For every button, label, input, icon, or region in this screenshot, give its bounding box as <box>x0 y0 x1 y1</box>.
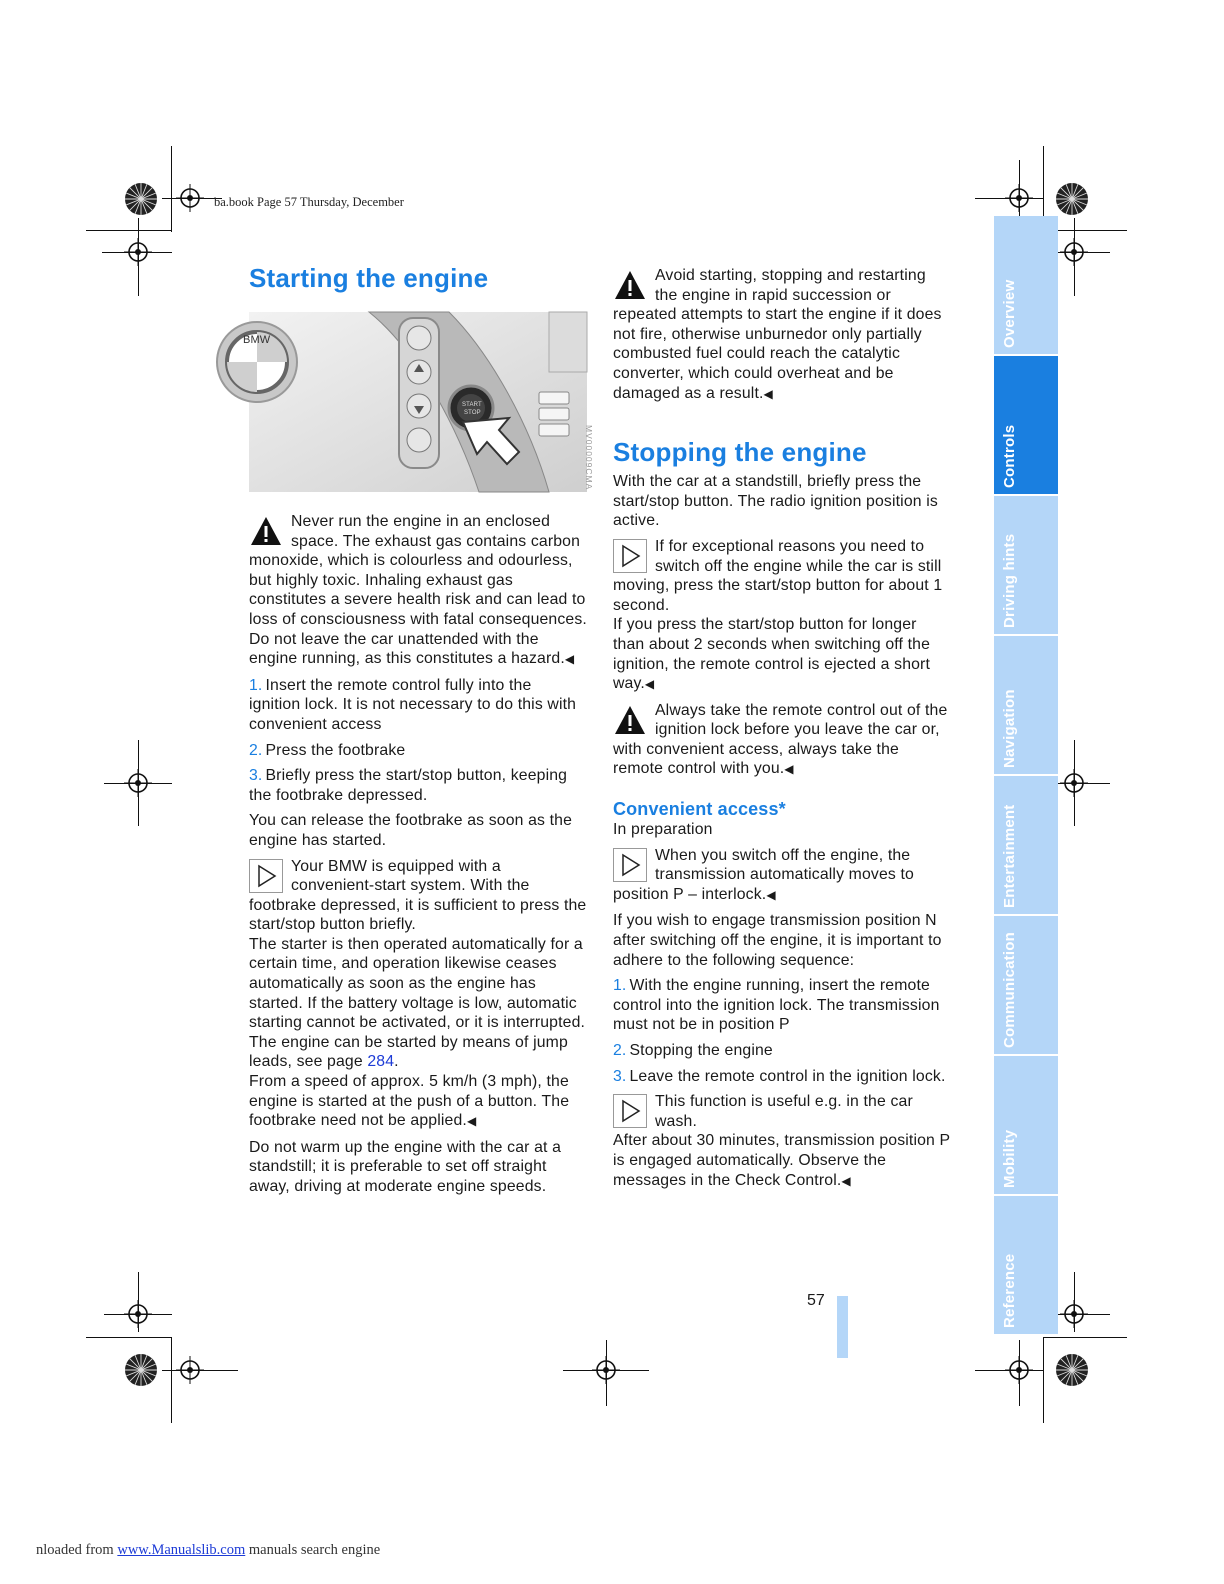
note-text: When you switch off the engine, the transmission automatically moves to position P – interlock. <box>613 846 914 903</box>
page-title: Starting the engine <box>249 263 489 293</box>
print-header: ba.book Page 57 Thursday, December <box>214 195 404 209</box>
note-play-icon <box>613 1094 647 1128</box>
tab-label: Driving hints <box>1001 533 1018 628</box>
registration-target-icon <box>1005 184 1033 212</box>
download-footer <box>36 1542 380 1559</box>
note-text: This function is useful e.g. in the car wash. <box>655 1093 913 1130</box>
release-footbrake-text: You can release the footbrake as soon as the engine has started. <box>249 812 573 849</box>
warning-triangle-icon <box>613 268 647 302</box>
step-number: 2. <box>249 741 263 759</box>
stop-text: With the car at a standstill, briefly press the start/stop button. The radio ignition position is active. <box>613 473 938 530</box>
tab-label: Reference <box>1001 1253 1018 1328</box>
step-number: 1. <box>613 977 627 995</box>
tab-label: Entertainment <box>1001 804 1018 908</box>
warning-triangle-icon <box>613 703 647 737</box>
warning-triangle-icon <box>249 514 283 548</box>
note-play-icon <box>613 539 647 573</box>
tab-navigation[interactable] <box>994 636 1058 776</box>
registration-target-icon <box>592 1356 620 1384</box>
note-car-wash <box>613 1092 951 1191</box>
tab-label: Navigation <box>1001 689 1018 768</box>
list-item <box>249 676 587 735</box>
registration-target-icon <box>1060 1300 1088 1328</box>
bmw-badge-letters: BMW <box>243 334 271 346</box>
warning-text-2: Do not leave the car unattended with the engine running, as this constitutes a hazard. <box>249 630 565 668</box>
prep-label: In preparation <box>613 821 713 839</box>
tab-controls[interactable] <box>994 356 1058 496</box>
start-stop-button-figure <box>243 312 587 492</box>
warning-remote-control <box>613 701 951 780</box>
warning-text: Always take the remote control out of the ignition lock before you leave the car or, with convenient access, always take the remote control with you. <box>613 701 948 778</box>
page-number-bar <box>837 1296 848 1358</box>
note-text: The starter is then operated automatically for a certain time, and operation likewise ceases automatically as soon as the engine has started. If the battery voltage is low, automatic starting cannot be activated, or it is interrupted. The engine can be started by means of jump leads, see page <box>249 935 586 1071</box>
note-text: If for exceptional reasons you need to switch off the engine while the car is still moving, press the start/stop button for about 1 second. <box>613 537 943 614</box>
step-number: 2. <box>613 1042 627 1059</box>
step-number: 1. <box>249 676 263 694</box>
note-play-icon <box>613 848 647 882</box>
end-mark: ◀ <box>784 762 794 777</box>
registration-target-icon <box>176 184 204 212</box>
crop-mark <box>86 230 172 231</box>
warning-enclosed-space <box>249 512 587 670</box>
note-transmission-interlock <box>613 846 951 906</box>
tab-label: Mobility <box>1001 1129 1018 1188</box>
page-number: 57 <box>807 1292 825 1309</box>
tab-label: Overview <box>1001 279 1018 348</box>
step-number: 3. <box>249 767 263 785</box>
starburst-target-icon <box>124 1353 158 1387</box>
note-text: . <box>394 1053 399 1071</box>
note-convenient-start <box>249 857 587 1132</box>
crop-mark <box>86 1337 172 1338</box>
end-mark: ◀ <box>841 1173 851 1188</box>
step-text: Insert the remote control fully into the ignition lock. It is not necessary to do this with convenient access <box>249 676 577 733</box>
registration-target-icon <box>1060 769 1088 797</box>
registration-target-icon <box>124 769 152 797</box>
note-text: After about 30 minutes, transmission position P is engaged automatically. Observe the messages in the Check Control. <box>613 1132 950 1189</box>
tab-entertainment[interactable] <box>994 776 1058 916</box>
step-text: With the engine running, insert the remote control into the ignition lock. The transmission must not be in position P <box>613 977 940 1034</box>
registration-target-icon <box>124 1300 152 1328</box>
end-mark: ◀ <box>763 386 773 401</box>
right-column <box>613 266 951 1191</box>
stop-label: STOP <box>464 410 481 416</box>
starburst-target-icon <box>1055 1353 1089 1387</box>
end-mark: ◀ <box>766 887 776 902</box>
starburst-target-icon <box>124 182 158 216</box>
manualslib-link[interactable]: www.Manualslib.com <box>117 1542 246 1558</box>
chapter-tabs <box>994 216 1058 1336</box>
end-mark: ◀ <box>564 652 575 667</box>
crop-mark <box>1043 1337 1044 1423</box>
section-title: Stopping the engine <box>613 437 867 468</box>
start-label: START <box>462 402 482 408</box>
list-item <box>249 766 587 805</box>
footer-text: nloaded from <box>36 1542 118 1558</box>
step-text: Stopping the engine <box>629 1042 773 1059</box>
step-text: Press the footbrake <box>265 741 406 759</box>
warning-rapid-succession <box>613 266 951 404</box>
crop-mark <box>171 1337 172 1423</box>
tab-mobility[interactable] <box>994 1056 1058 1196</box>
warning-text: Never run the engine in an enclosed space. The exhaust gas contains carbon monoxide, which is colourless and odourless, but highly toxic. Inhaling exhaust gas constitutes a severe health risk and can lead to loss of consciousness with fatal consequences. <box>249 513 587 628</box>
registration-target-icon <box>176 1356 204 1384</box>
warmup-text: Do not warm up the engine with the car at a standstill; it is preferable to set off straight away, driving at moderate engine speeds. <box>249 1138 562 1195</box>
list-item <box>249 741 587 761</box>
starburst-target-icon <box>1055 182 1089 216</box>
engage-text: If you wish to engage transmission position N after switching off the engine, it is important to adhere to the following sequence: <box>613 912 942 969</box>
note-play-icon <box>249 859 283 893</box>
registration-target-icon <box>124 238 152 266</box>
tab-label: Communication <box>1001 932 1018 1048</box>
list-item <box>613 1041 951 1061</box>
tab-reference[interactable] <box>994 1196 1058 1336</box>
note-text: Your BMW is equipped with a convenient-start system. With the footbrake depressed, it is sufficient to press the start/stop button briefly. <box>249 857 587 934</box>
page-reference-link[interactable]: 284 <box>367 1053 395 1071</box>
warning-text: Avoid starting, stopping and restarting the engine in rapid succession or repeated attempts to start the engine if it does not fire, otherwise unburnedor only partially combusted fuel could reach the catalytic converter, which could overheat and be damaged as a result. <box>613 267 942 402</box>
left-column <box>243 262 587 1197</box>
footer-text: manuals search engine <box>245 1542 381 1558</box>
list-item <box>613 976 951 1035</box>
list-item <box>613 1067 951 1087</box>
tab-communication[interactable] <box>994 916 1058 1056</box>
note-text: If you press the start/stop button for longer than about 2 seconds when switching off the ignition, the remote control is ejected a short way. <box>613 616 931 693</box>
step-text: Leave the remote control in the ignition lock. <box>629 1067 946 1085</box>
registration-target-icon <box>1060 238 1088 266</box>
tab-label: Controls <box>1001 424 1018 488</box>
note-switch-off-moving <box>613 537 951 695</box>
crop-mark <box>171 146 172 232</box>
step-number: 3. <box>613 1067 627 1085</box>
tab-driving-hints[interactable] <box>994 496 1058 636</box>
figure-code: MV00009CMA <box>584 425 594 491</box>
subsection-title: Convenient access* <box>613 799 786 820</box>
note-text: From a speed of approx. 5 km/h (3 mph), the engine is started at the push of a button. The footbrake need not be applied. <box>249 1073 570 1130</box>
registration-target-icon <box>1005 1356 1033 1384</box>
crop-mark <box>1043 1337 1127 1338</box>
end-mark: ◀ <box>466 1114 477 1129</box>
tab-overview[interactable] <box>994 216 1058 356</box>
step-text: Briefly press the start/stop button, keeping the footbrake depressed. <box>249 767 568 804</box>
end-mark: ◀ <box>644 677 655 692</box>
steering-wheel-illustration <box>243 312 587 492</box>
